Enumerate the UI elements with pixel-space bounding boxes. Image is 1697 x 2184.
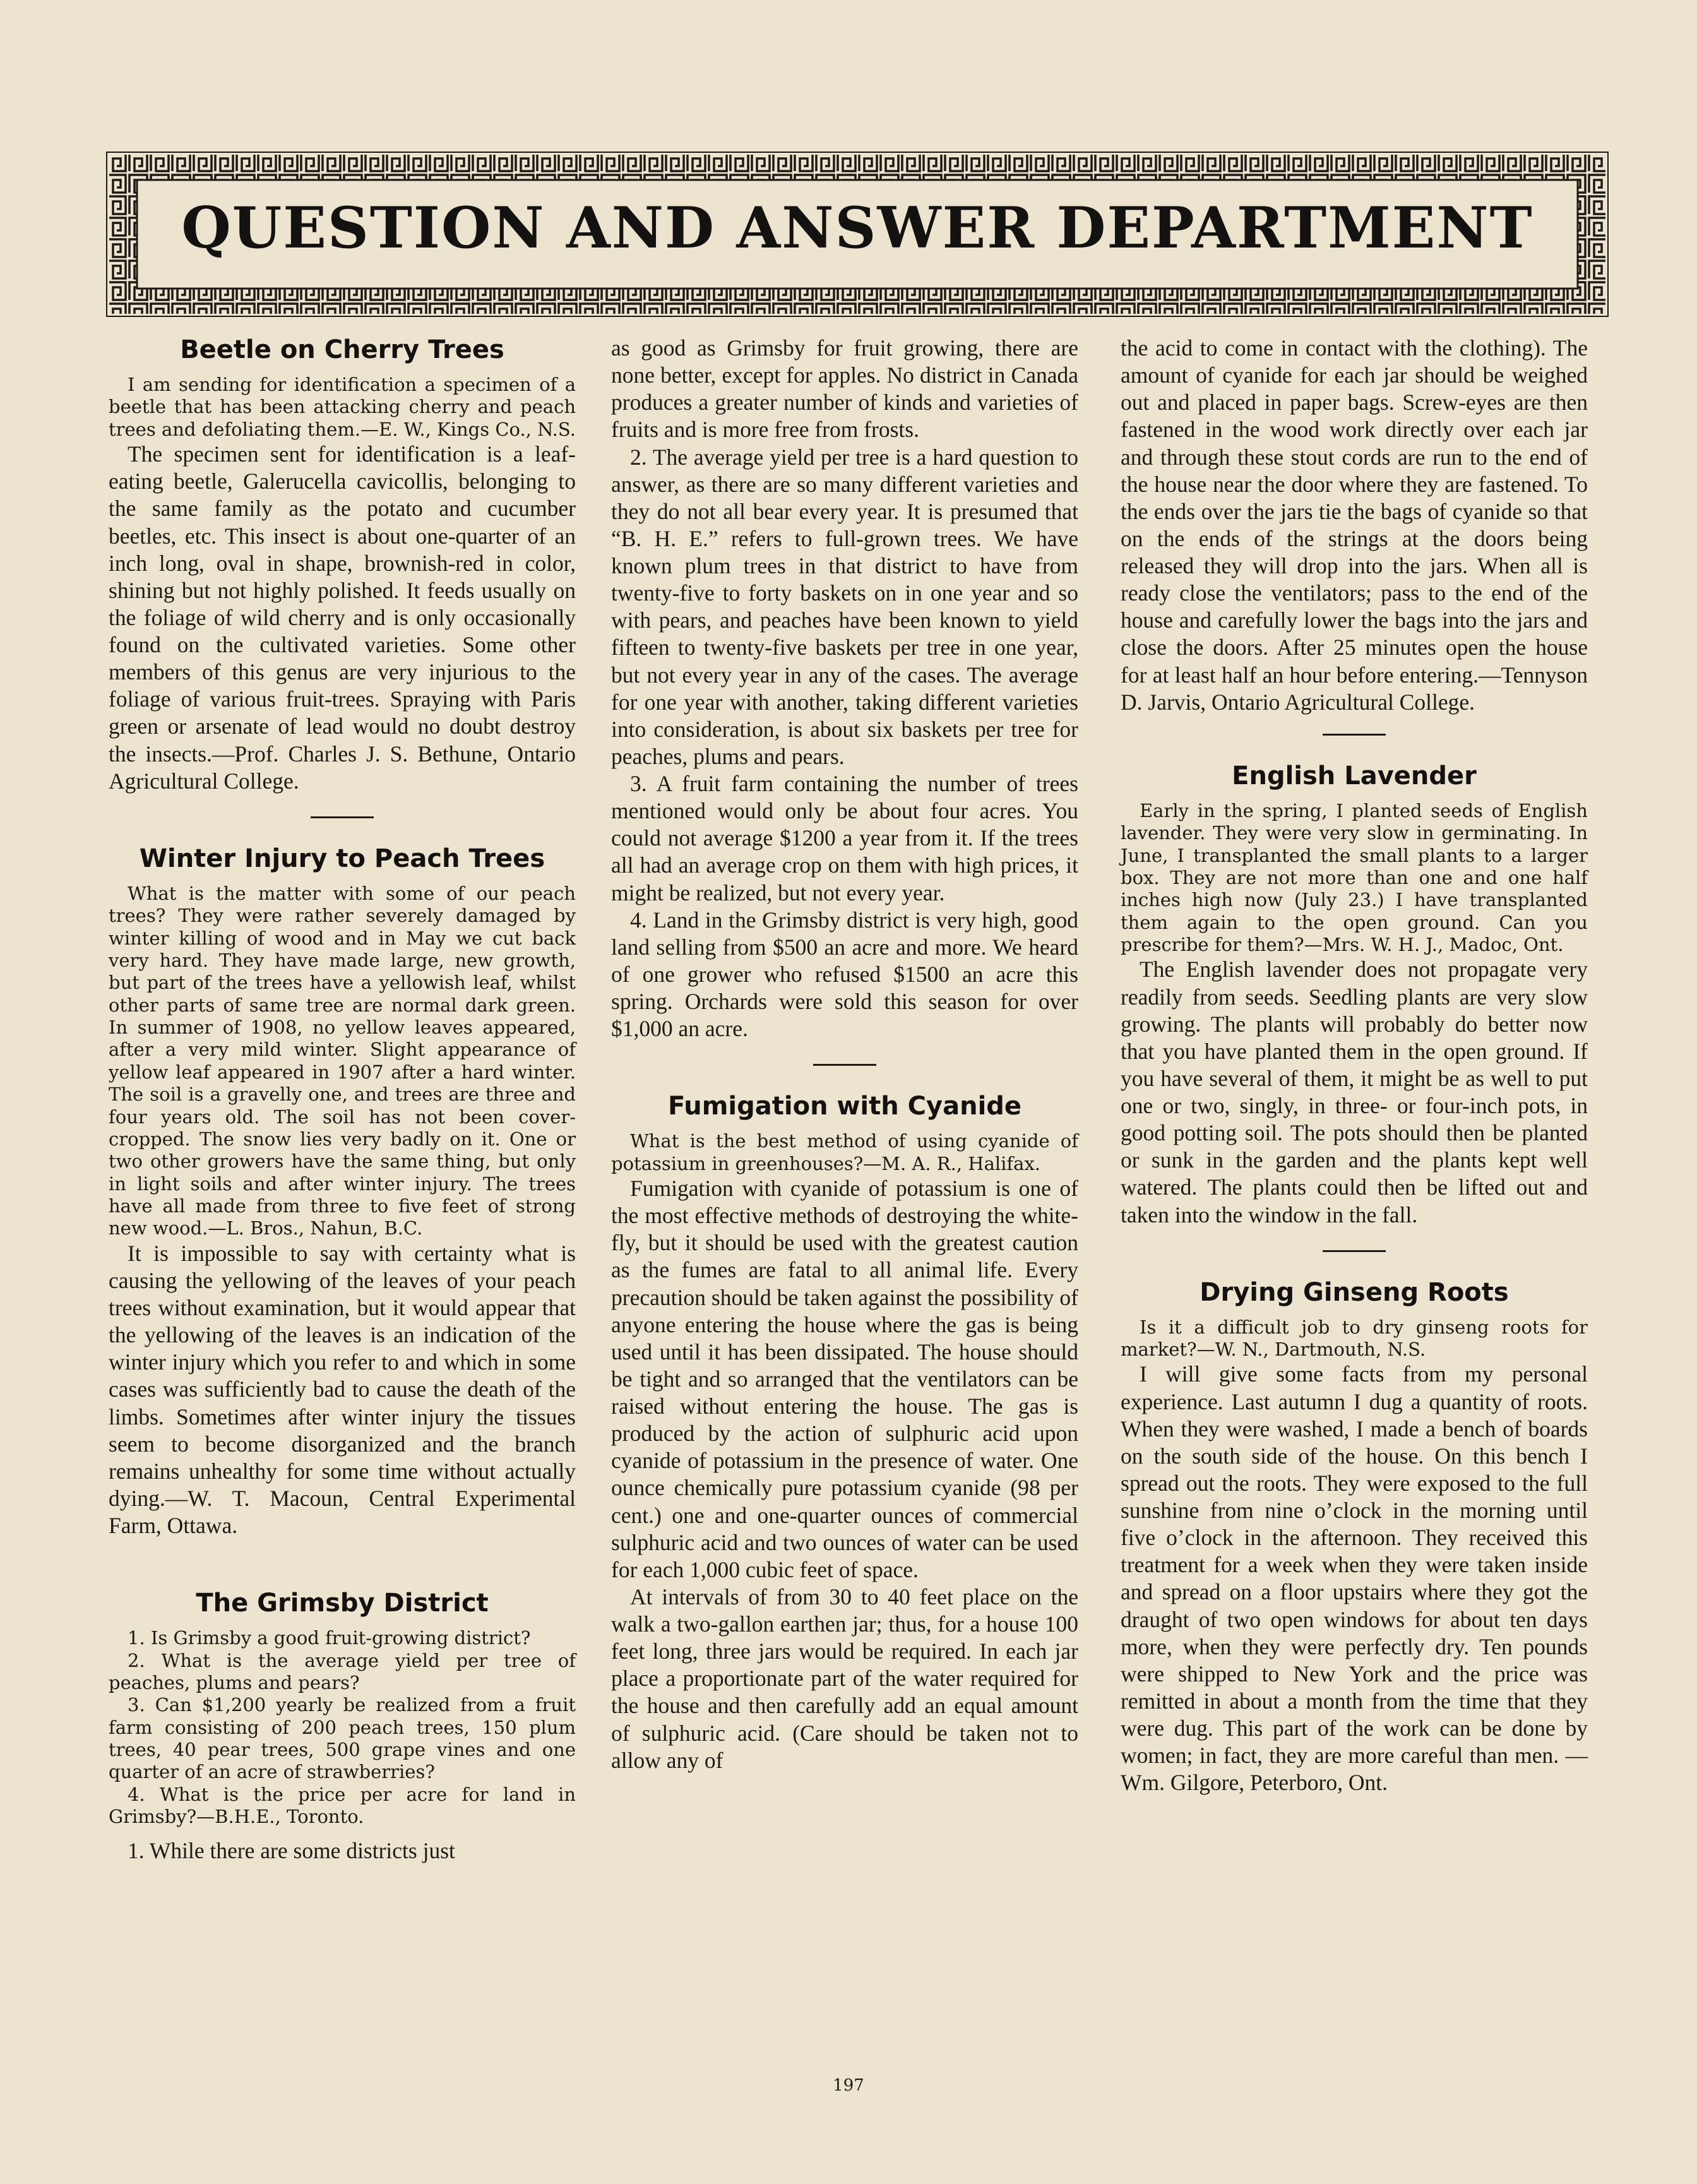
answer-fumigation-2: At intervals of from 30 to 40 feet place on the walk a two-gallon earthen jar; thus, for a house 100 feet long, three jars would be required. In each jar place a proportionate part of the water required for the house and then carefully add an equal amount of sulphuric acid. (Care should be taken not to allow any of bbox=[611, 1584, 1078, 1773]
answer-lavender: The English lavender does not propagate very readily from seeds. Seedling plants are very slow growing. The plants will probably do better now that you have planted them in the open ground. If you have several of them, it might be as well to put one or two, singly, in three- or four-inch pots, in good potting soil. The pots should then be planted or sunk in the garden and the plants kept well watered. The plants could then be lifted out and taken into the window in the fall. bbox=[1121, 957, 1588, 1227]
answer-beetle: The specimen sent for identification is a leaf-eating beetle, Galerucella cavicollis, belonging to the same family as the potato and cucumber beetles, etc. This insect is about one-quarter of an inch long, oval in shape, brownish-red in color, shining but not highly polished. It feeds usually on the foliage of wild cherry and is only occasionally found on the cultivated varieties. Some other members of this genus are very injurious to the foliage of various fruit-trees. Spraying with Paris green or arsenate of lead would no doubt destroy the insects.—Prof. Charles J. S. Bethune, Ontario Agricultural College. bbox=[109, 441, 576, 794]
section-spacer bbox=[311, 1561, 374, 1563]
answer-grimsby-1-continued: as good as Grimsby for fruit growing, there are none better, except for apples. No district in Canada produces a greater number of kinds and varieties of fruits and is more free from frosts. bbox=[611, 335, 1078, 443]
section-divider bbox=[311, 816, 374, 818]
answer-fumigation-2-continued: the acid to come in contact with the clothing). The amount of cyanide for each jar should be weighed out and placed in paper bags. Screw-eyes are then fastened in the wood work directly over each jar and through these stout cords are run to the end of the house near the door where they are fastened. To the ends over the jars tie the bags of cyanide so that on the ends of the strings at the doors being released they will drop into the jars. When all is ready close the ventilators; pass to the end of the house and carefully lower the bags into the jars and close the doors. After 25 minutes open the house for at least half an hour before entering.—Tennyson D. Jarvis, Ontario Agricultural College. bbox=[1121, 335, 1588, 715]
column-3 bbox=[1121, 335, 1588, 1796]
question-grimsby-2: 2. What is the average yield per tree of peaches, plums and pears? bbox=[109, 1649, 576, 1693]
answer-ginseng: I will give some facts from my personal experience. Last autumn I dug a quantity of roots. When they were washed, I made a bench of boards on the south side of the house. On this bench I spread out the roots. They were exposed to the full sunshine from nine o’clock in the morning until five o’clock in the afternoon. They received this treatment for a week when they were taken inside and spread on a floor upstairs where they got the draught of two open windows for about ten days more, when they were perfectly dry. Ten pounds were shipped to New York and the price was remitted in about a month from the time that they were dug. This part of the work can be done by women; in fact, they are more careful than men. —Wm. Gilgore, Peterboro, Ont. bbox=[1121, 1361, 1588, 1796]
section-heading-grimsby: The Grimsby District bbox=[196, 1589, 489, 1618]
section-heading-fumigation: Fumigation with Cyanide bbox=[667, 1092, 1022, 1121]
section-divider bbox=[813, 1064, 876, 1066]
answer-grimsby-1: 1. While there are some districts just bbox=[128, 1837, 455, 1863]
question-ginseng: Is it a difficult job to dry ginseng roots for market?—W. N., Dartmouth, N.S. bbox=[1121, 1316, 1588, 1360]
section-heading-winter-injury: Winter Injury to Peach Trees bbox=[139, 844, 545, 873]
department-banner bbox=[106, 152, 1609, 317]
question-lavender: Early in the spring, I planted seeds of English lavender. They were very slow in germinating. In June, I transplanted the small plants to a larger box. They are not more than one and one half inches high now (July 23.) I have transplanted them again to the open ground. Can you prescribe for them?—Mrs. W. H. J., Madoc, Ont. bbox=[1121, 799, 1588, 955]
section-divider bbox=[1323, 734, 1386, 736]
question-beetle: I am sending for identification a specimen of a beetle that has been attacking cherry and peach trees and defoliating them.—E. W., Kings Co., N.S. bbox=[109, 374, 576, 440]
column-1 bbox=[109, 335, 576, 1865]
question-winter-injury: What is the matter with some of our peach trees? They were rather severely damaged by winter killing of wood and in May we cut back very hard. They have made large, new growth, but part of the trees have a yellowish leaf, whilst other parts of same tree are normal dark green. In summer of 1908, no yellow leaves appeared, after a very mild winter. Slight appearance of yellow leaf appeared in 1907 after a hard winter. The soil is a gravelly one, and trees are three and four years old. The soil has not been cover-cropped. The snow lies very badly on it. One or two other growers have the same thing, but only in light soils and after winter injury. The trees have all made from three to five feet of strong new wood.—L. Bros., Nahun, B.C. bbox=[109, 882, 576, 1239]
page-title: QUESTION AND ANSWER DEPARTMENT bbox=[181, 194, 1533, 261]
question-grimsby-4: 4. What is the price per acre for land in Grimsby?—B.H.E., Toronto. bbox=[109, 1783, 576, 1828]
answer-grimsby-3: 3. A fruit farm containing the number of trees mentioned would only be about four acres. You could not average $1200 a year from it. If the trees all had an average crop on them with high prices, it might be realized, but not every year. bbox=[611, 771, 1078, 905]
section-heading-beetle: Beetle on Cherry Trees bbox=[180, 335, 504, 364]
answer-grimsby-4: 4. Land in the Grimsby district is very high, good land selling from $500 an acre and more. We heard of one grower who refused $1500 an acre this spring. Orchards were sold this season for over $1,000 an acre. bbox=[611, 907, 1078, 1042]
question-grimsby-1: 1. Is Grimsby a good fruit-growing district? bbox=[128, 1627, 531, 1649]
question-fumigation: What is the best method of using cyanide of potassium in greenhouses?—M. A. R., Halifax. bbox=[611, 1130, 1078, 1174]
question-grimsby-3: 3. Can $1,200 yearly be realized from a fruit farm consisting of 200 peach trees, 150 plum trees, 40 pear trees, 500 grape vines and one quarter of an acre of strawberries? bbox=[109, 1694, 576, 1783]
answer-grimsby-2: 2. The average yield per tree is a hard question to answer, as there are so many different varieties and they do not all bear every year. It is presumed that “B. H. E.” refers to full-grown trees. We have known plum trees in that district to have from twenty-five to forty baskets on in one year and so with pears, and peaches have been known to yield fifteen to twenty-five baskets per tree in one year, but not every year in any of the cases. The average for one year with another, taking different varieties into consideration, is about six baskets per tree for peaches, plums and pears. bbox=[611, 444, 1078, 769]
answer-winter-injury: It is impossible to say with certainty what is causing the yellowing of the leaves of your peach trees without examination, but it would appear that the yellowing of the leaves is an indication of the winter injury which you refer to and which in some cases was sufficiently bad to cause the death of the limbs. Sometimes after winter injury the tissues seem to become disorganized and the branch remains unhealthy for some time without actually dying.—W. T. Macoun, Central Experimental Farm, Ottawa. bbox=[109, 1240, 576, 1538]
answer-fumigation-1: Fumigation with cyanide of potassium is one of the most effective methods of destroying the white-fly, but it should be used with the greatest caution as the fumes are fatal to all animal life. Every precaution should be taken against the possibility of anyone entering the house where the gas is being used until it has been dissipated. The house should be tight and so arranged that the ventilators can be raised without entering the house. The gas is produced by the action of sulphuric acid upon cyanide of potassium in the presence of water. One ounce chemically pure potassium cyanide (98 per cent.) one and one-quarter ounces of commercial sulphuric acid and two ounces of water can be used for each 1,000 cubic feet of space. bbox=[611, 1176, 1078, 1582]
section-heading-ginseng: Drying Ginseng Roots bbox=[1200, 1277, 1509, 1307]
section-heading-lavender: English Lavender bbox=[1232, 761, 1477, 791]
page-number: 197 bbox=[833, 2076, 864, 2095]
column-2 bbox=[611, 335, 1078, 1774]
section-divider bbox=[1323, 1250, 1386, 1252]
